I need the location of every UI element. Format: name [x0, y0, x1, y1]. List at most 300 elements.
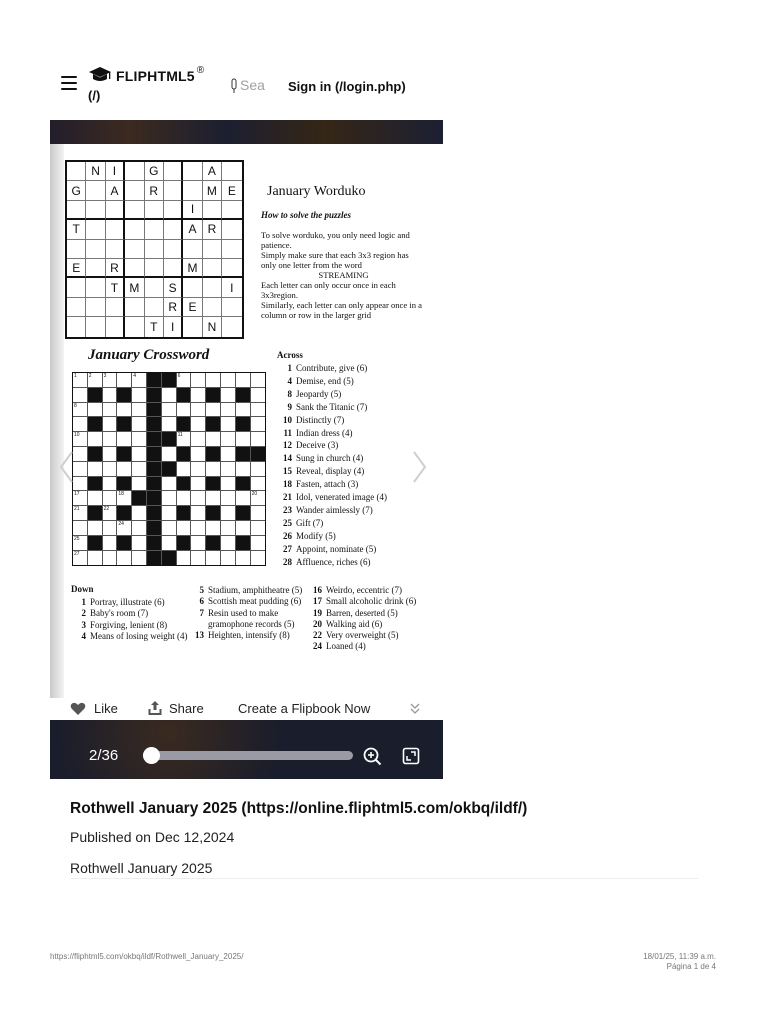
document-description: Rothwell January 2025: [70, 860, 213, 876]
crossword-cell: [177, 521, 192, 536]
clue-number: 28: [283, 556, 292, 567]
worduko-cell: [67, 317, 86, 336]
crossword-cell: [162, 506, 177, 521]
clue-number: 20: [313, 618, 322, 629]
signin-link[interactable]: Sign in (/login.php): [288, 79, 406, 94]
clue-text: Gift (7): [296, 517, 324, 528]
worduko-cell: [86, 181, 105, 200]
clue-number: 9: [287, 401, 292, 412]
crossword-cell-number: 18: [118, 491, 124, 498]
crossword-cell: [88, 551, 103, 566]
worduko-cell: N: [203, 317, 222, 336]
crossword-cell: [191, 373, 206, 388]
crossword-cell-number: 4: [133, 373, 136, 379]
clue-text: Weirdo, eccentric (7): [326, 585, 402, 595]
crossword-black-cell: [88, 417, 103, 432]
search-input[interactable]: [240, 76, 274, 94]
worduko-cell: T: [67, 220, 86, 239]
crossword-cell: [88, 521, 103, 536]
crossword-cell: [206, 491, 221, 506]
worduko-cell: [67, 240, 86, 259]
worduko-cell: [164, 201, 183, 220]
crossword-cell: [103, 462, 118, 477]
crossword-black-cell: [177, 447, 192, 462]
crossword-black-cell: [147, 417, 162, 432]
fullscreen-icon[interactable]: [402, 747, 420, 765]
worduko-cell: T: [106, 278, 125, 297]
clue-text: Contribute, give (6): [296, 363, 368, 373]
instruction-line: Simply make sure that each 3x3 region has only one letter from the word: [261, 250, 409, 270]
crossword-cell: [73, 491, 88, 506]
clue-item: [277, 414, 437, 427]
crossword-cell: [73, 462, 88, 477]
crossword-title: January Crossword: [88, 347, 210, 363]
clue-item: [307, 630, 439, 641]
worduko-cell: M: [125, 278, 144, 297]
crossword-cell-number: 1: [74, 373, 77, 379]
clue-item: [307, 641, 439, 652]
clue-item: [277, 362, 437, 375]
crossword-cell: [236, 462, 251, 477]
clue-number: 19: [313, 607, 322, 618]
worduko-cell: I: [183, 201, 202, 220]
crossword-black-cell: [177, 388, 192, 403]
crossword-cell-number: 3: [103, 373, 107, 379]
share-button[interactable]: Share: [169, 701, 204, 716]
crossword-cell: [132, 447, 147, 462]
worduko-cell: [86, 298, 105, 317]
clue-number: 12: [283, 440, 292, 451]
crossword-cell: [206, 432, 221, 447]
clue-number: 24: [313, 641, 322, 652]
worduko-cell: [203, 240, 222, 259]
instruction-line: Each letter can only occur once in each 3x3region.: [261, 280, 396, 300]
crossword-cell: [177, 551, 192, 566]
crossword-cell: [177, 462, 192, 477]
crossword-cell: [251, 388, 266, 403]
prev-page-arrow-icon[interactable]: [58, 450, 74, 484]
worduko-cell: [86, 278, 105, 297]
heart-icon[interactable]: [70, 702, 86, 716]
crossword-cell: [221, 417, 236, 432]
clue-text: Heighten, intensify (8): [208, 630, 290, 641]
crossword-cell: [221, 521, 236, 536]
crossword-cell-number: 25: [74, 535, 80, 542]
crossword-black-cell: [236, 417, 251, 432]
action-bar: [50, 698, 443, 720]
crossword-cell: [162, 417, 177, 432]
worduko-cell: R: [164, 298, 183, 317]
crossword-black-cell: [147, 521, 162, 536]
worduko-cell: [222, 201, 241, 220]
crossword-black-cell: [88, 477, 103, 492]
clue-item: [307, 585, 439, 596]
worduko-cell: A: [106, 181, 125, 200]
flipbook-viewer[interactable]: [50, 120, 443, 779]
clue-text: Deceive (3): [296, 440, 339, 451]
clue-number: 18: [283, 479, 292, 490]
clue-item: [277, 401, 437, 414]
crossword-black-cell: [147, 432, 162, 447]
clue-text: Portray, illustrate (6): [90, 597, 165, 607]
crossword-cell: [191, 388, 206, 403]
worduko-cell: [86, 317, 105, 336]
mic-icon[interactable]: [231, 78, 237, 94]
worduko-cell: [125, 220, 144, 239]
worduko-cell: [222, 259, 241, 278]
clue-number: 5: [199, 585, 204, 595]
crossword-black-cell: [147, 373, 162, 388]
clue-text: Scottish meat pudding (6): [208, 596, 302, 607]
crossword-black-cell: [117, 506, 132, 521]
worduko-cell: [164, 259, 183, 278]
crossword-cell: [221, 373, 236, 388]
clue-number: 6: [199, 596, 204, 607]
clue-number: 11: [283, 427, 292, 438]
crossword-black-cell: [236, 477, 251, 492]
crossword-black-cell: [162, 432, 177, 447]
home-link[interactable]: (/): [88, 88, 101, 103]
crossword-cell: [191, 462, 206, 477]
crossword-cell: [103, 417, 118, 432]
crossword-cell: [251, 462, 266, 477]
clue-text: Distinctly (7): [296, 414, 345, 425]
worduko-grid: [65, 160, 244, 339]
menu-bar: [61, 76, 77, 78]
crossword-cell: [73, 373, 88, 388]
crossword-cell: [132, 462, 147, 477]
crossword-cell: [251, 536, 266, 551]
crossword-cell: [236, 403, 251, 418]
clue-text: Small alcoholic drink (6): [326, 596, 417, 607]
crossword-black-cell: [206, 447, 221, 462]
registered-mark: ®: [196, 65, 205, 76]
crossword-cell: [132, 506, 147, 521]
worduko-cell: R: [106, 259, 125, 278]
worduko-cell: I: [106, 162, 125, 181]
crossword-cell: [221, 388, 236, 403]
clue-text: Baby's room (7): [90, 608, 149, 619]
crossword-cell: [73, 536, 88, 551]
page-slider[interactable]: [143, 751, 353, 760]
worduko-cell: E: [183, 298, 202, 317]
worduko-cell: E: [67, 259, 86, 278]
clue-number: 27: [283, 543, 292, 554]
crossword-black-cell: [147, 447, 162, 462]
zoom-in-icon[interactable]: [363, 747, 382, 766]
clue-item: [277, 530, 437, 543]
clue-number: 23: [283, 504, 292, 515]
crossword-cell: [103, 477, 118, 492]
clue-number: 15: [283, 466, 292, 477]
crossword-black-cell: [162, 373, 177, 388]
clue-text: Stadium, amphitheatre (5): [208, 585, 303, 595]
crossword-cell: [251, 373, 266, 388]
crossword-cell: [88, 403, 103, 418]
crossword-cell: [251, 551, 266, 566]
clue-text: Demise, end (5): [296, 375, 354, 386]
worduko-cell: [145, 240, 164, 259]
crossword-cell-number: 21: [74, 506, 80, 513]
crossword-cell: [191, 491, 206, 506]
worduko-cell: M: [203, 181, 222, 200]
clue-text: Forgiving, lenient (8): [90, 619, 168, 630]
clue-text: Resin used to make gramophone records (5): [208, 607, 295, 629]
crossword-cell: [88, 373, 103, 388]
crossword-cell: [103, 551, 118, 566]
clue-item: [307, 619, 439, 630]
share-icon[interactable]: [147, 700, 163, 716]
clue-number: 2: [81, 608, 86, 619]
clue-number: 4: [81, 630, 86, 641]
clue-number: 21: [283, 492, 292, 503]
crossword-cell: [117, 403, 132, 418]
menu-button[interactable]: [61, 76, 77, 90]
worduko-cell: [67, 278, 86, 297]
worduko-cell: G: [145, 162, 164, 181]
crossword-cell: [251, 403, 266, 418]
crossword-cell: [206, 462, 221, 477]
clue-number: 3: [81, 619, 86, 630]
crossword-cell: [117, 551, 132, 566]
crossword-cell: [73, 477, 88, 492]
crossword-cell: [73, 447, 88, 462]
worduko-cell: [183, 240, 202, 259]
crossword-black-cell: [236, 447, 251, 462]
worduko-cell: R: [145, 181, 164, 200]
crossword-cell: [73, 403, 88, 418]
crossword-cell: [251, 477, 266, 492]
worduko-cell: [106, 317, 125, 336]
document-title-link[interactable]: Rothwell January 2025 (https://online.fliphtml5.com/okbq/ildf/): [70, 800, 528, 817]
worduko-cell: [222, 240, 241, 259]
footer-datetime: 18/01/25, 11:39 a.m.: [643, 952, 716, 961]
crossword-black-cell: [117, 447, 132, 462]
worduko-cell: [67, 298, 86, 317]
clue-item: [189, 596, 305, 607]
crossword-cell: [103, 506, 118, 521]
crossword-black-cell: [147, 536, 162, 551]
worduko-cell: [183, 162, 202, 181]
flipbook-page[interactable]: [50, 144, 443, 714]
clue-number: 22: [313, 630, 322, 641]
graduation-cap-icon[interactable]: [88, 66, 112, 84]
clue-text: Reveal, display (4): [296, 466, 365, 477]
crossword-cell: [191, 536, 206, 551]
crossword-cell: [221, 551, 236, 566]
clue-number: 16: [313, 585, 322, 595]
clue-item: [189, 630, 305, 641]
clue-number: 4: [287, 375, 292, 386]
crossword-cell: [132, 551, 147, 566]
crossword-cell: [221, 491, 236, 506]
crossword-black-cell: [88, 506, 103, 521]
next-page-arrow-icon[interactable]: [412, 450, 428, 484]
worduko-cell: [203, 259, 222, 278]
worduko-cell: [203, 298, 222, 317]
worduko-cell: [164, 240, 183, 259]
clue-text: Very overweight (5): [326, 630, 399, 641]
worduko-cell: G: [67, 181, 86, 200]
clue-item: [277, 375, 437, 388]
crossword-cell: [251, 506, 266, 521]
crossword-black-cell: [117, 417, 132, 432]
crossword-black-cell: [236, 506, 251, 521]
crossword-black-cell: [206, 536, 221, 551]
worduko-cell: [183, 181, 202, 200]
crossword-cell: [221, 536, 236, 551]
worduko-cell: [203, 201, 222, 220]
crossword-cell-number: 22: [103, 506, 110, 513]
crossword-black-cell: [177, 477, 192, 492]
worduko-cell: [222, 162, 241, 181]
crossword-cell: [177, 491, 192, 506]
crossword-cell: [132, 403, 147, 418]
clue-number: 10: [283, 414, 292, 425]
worduko-cell: A: [183, 220, 202, 239]
crossword-cell: [117, 432, 132, 447]
clue-number: 1: [287, 363, 292, 373]
clue-item: [189, 585, 305, 596]
crossword-cell: [73, 506, 88, 521]
clue-text: Wander aimlessly (7): [296, 504, 373, 515]
worduko-cell: [86, 240, 105, 259]
clue-text: Barren, deserted (5): [326, 607, 398, 618]
worduko-cell: [222, 317, 241, 336]
clue-item: [277, 543, 437, 556]
down-clues-col1: [71, 597, 189, 642]
clue-item: [277, 556, 437, 569]
crossword-cell: [132, 432, 147, 447]
crossword-cell: [206, 521, 221, 536]
worduko-cell: [106, 298, 125, 317]
clue-text: Means of losing weight (4): [90, 630, 188, 641]
crossword-cell: [103, 388, 118, 403]
crossword-cell: [103, 373, 118, 388]
crossword-cell: [103, 491, 118, 506]
crossword-cell: [162, 477, 177, 492]
worduko-howto-title: How to solve the puzzles: [261, 210, 352, 220]
worduko-cell: [125, 201, 144, 220]
crossword-black-cell: [147, 403, 162, 418]
worduko-cell: [125, 317, 144, 336]
crossword-cell: [73, 388, 88, 403]
create-flipbook-button[interactable]: Create a Flipbook Now: [238, 701, 371, 716]
brand-text: FLIPHTML5: [116, 68, 195, 84]
crossword-cell: [236, 432, 251, 447]
down-clues-col2: [189, 585, 305, 641]
crossword-cell: [73, 521, 88, 536]
crossword-cell: [251, 432, 266, 447]
crossword-cell: [103, 447, 118, 462]
crossword-black-cell: [117, 388, 132, 403]
crossword-cell: [103, 403, 118, 418]
worduko-cell: [222, 220, 241, 239]
crossword-black-cell: [206, 477, 221, 492]
worduko-cell: [106, 240, 125, 259]
crossword-cell: [117, 521, 132, 536]
clue-number: 25: [283, 517, 292, 528]
crossword-cell-number: 6: [177, 373, 181, 379]
crossword-cell: [236, 521, 251, 536]
clue-number: 13: [195, 630, 204, 641]
clue-item: [277, 388, 437, 401]
crossword-cell: [251, 521, 266, 536]
menu-bar: [61, 82, 77, 84]
crossword-cell: [221, 403, 236, 418]
clue-number: 17: [313, 596, 322, 607]
crossword-cell: [88, 491, 103, 506]
crossword-cell: [88, 432, 103, 447]
crossword-cell: [103, 536, 118, 551]
crossword-black-cell: [147, 491, 162, 506]
crossword-cell: [251, 491, 266, 506]
crossword-black-cell: [177, 536, 192, 551]
instruction-line: Similarly, each letter can only appear once in a column or row in the larger grid: [261, 300, 422, 320]
clue-number: 8: [287, 388, 292, 399]
crossword-cell: [73, 551, 88, 566]
crossword-black-cell: [147, 388, 162, 403]
crossword-cell: [117, 462, 132, 477]
crossword-cell: [177, 432, 192, 447]
crossword-cell: [206, 373, 221, 388]
worduko-cell: [183, 317, 202, 336]
crossword-black-cell: [147, 462, 162, 477]
crossword-cell: [191, 551, 206, 566]
crossword-black-cell: [206, 388, 221, 403]
crossword-cell: [221, 432, 236, 447]
brand-name[interactable]: [116, 65, 205, 84]
worduko-cell: [183, 278, 202, 297]
clue-item: [307, 596, 439, 607]
worduko-cell: [222, 298, 241, 317]
worduko-cell: [67, 162, 86, 181]
crossword-black-cell: [88, 536, 103, 551]
worduko-cell: S: [164, 278, 183, 297]
worduko-cell: [164, 181, 183, 200]
crossword-cell: [103, 432, 118, 447]
instruction-line: To solve worduko, you only need logic and patience.: [261, 230, 410, 250]
crossword-cell: [132, 477, 147, 492]
page-content: [50, 144, 443, 714]
clue-item: [71, 631, 189, 642]
crossword-cell: [251, 417, 266, 432]
crossword-black-cell: [132, 491, 147, 506]
clue-text: Modify (5): [296, 530, 336, 541]
page-counter: 2/36: [89, 747, 119, 764]
crossword-cell: [191, 403, 206, 418]
clue-text: Indian dress (4): [296, 427, 353, 438]
crossword-black-cell: [236, 388, 251, 403]
crossword-cell: [177, 373, 192, 388]
worduko-cell: [145, 259, 164, 278]
worduko-cell: T: [145, 317, 164, 336]
clue-text: Appoint, nominate (5): [296, 543, 377, 554]
crossword-cell-number: 24: [118, 520, 124, 527]
clue-item: [277, 517, 437, 530]
crossword-cell: [221, 506, 236, 521]
clue-text: Affluence, riches (6): [296, 556, 371, 567]
clue-text: Fasten, attach (3): [296, 479, 359, 490]
like-button[interactable]: Like: [94, 701, 118, 716]
worduko-title: January Worduko: [267, 184, 366, 199]
crossword-cell: [132, 521, 147, 536]
clue-item: [277, 427, 437, 440]
crossword-black-cell: [177, 506, 192, 521]
chevron-down-icon[interactable]: [409, 700, 421, 716]
crossword-cell: [177, 403, 192, 418]
worduko-cell: [125, 240, 144, 259]
